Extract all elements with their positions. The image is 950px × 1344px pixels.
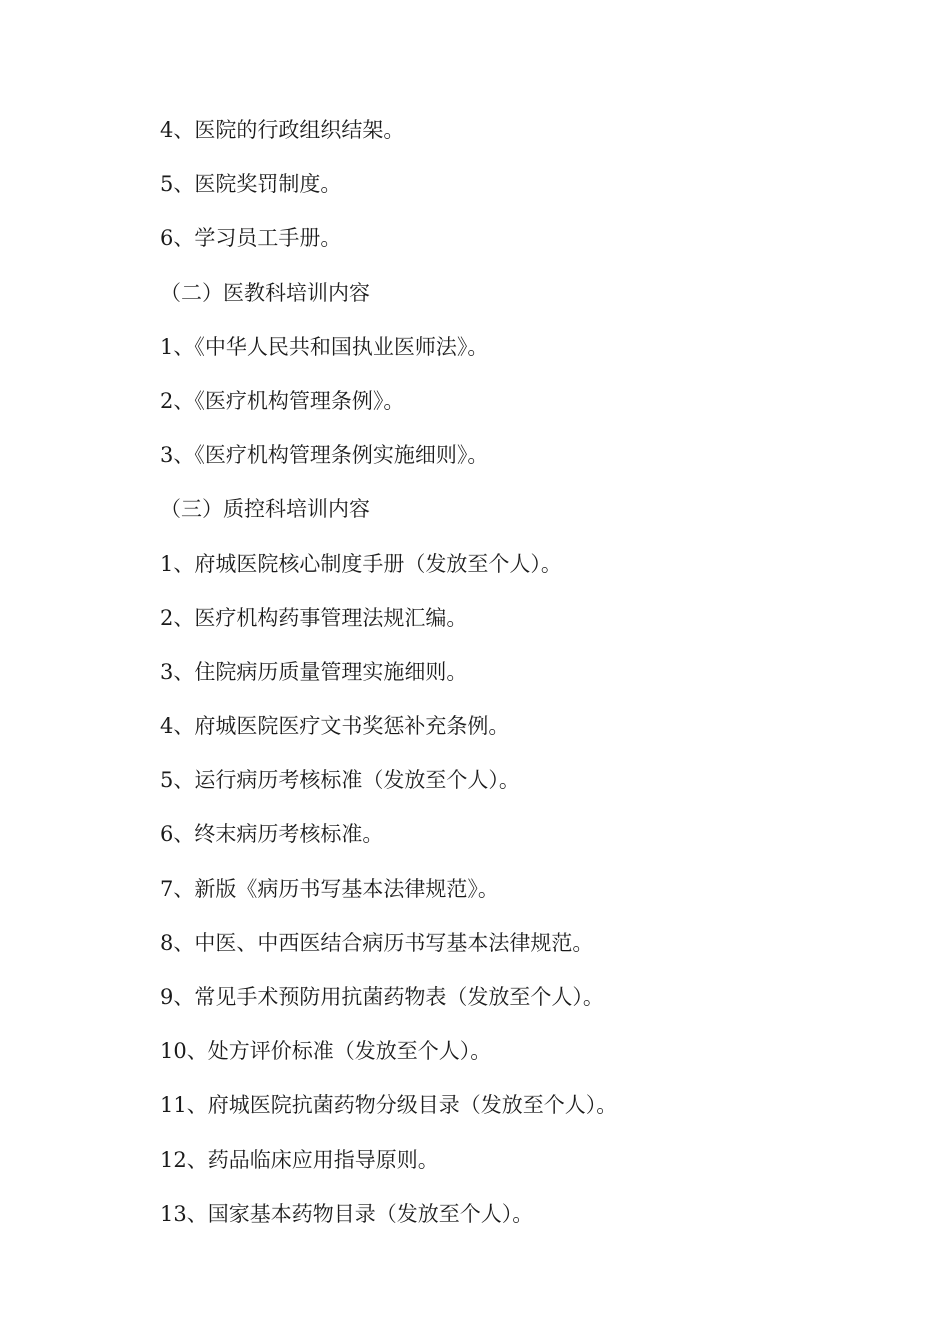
list-item: 2、《医疗机构管理条例》。	[160, 388, 405, 413]
list-item: 4、医院的行政组织结架。	[160, 118, 405, 142]
list-item: 5、运行病历考核标准（发放至个人）。	[160, 768, 520, 793]
list-item: 3、住院病历质量管理实施细则。	[160, 659, 468, 684]
list-item: 10、处方评价标准（发放至个人）。	[160, 1039, 492, 1064]
section-heading: （三）质控科培训内容	[160, 497, 370, 522]
list-item: 4、府城医院医疗文书奖惩补充条例。	[160, 714, 510, 739]
list-item: 5、医院奖罚制度。	[160, 172, 342, 197]
list-item: 11、府城医院抗菌药物分级目录（发放至个人）。	[160, 1093, 618, 1118]
section-heading: （二）医教科培训内容	[160, 280, 370, 305]
list-item: 7、新版《病历书写基本法律规范》。	[160, 876, 499, 901]
list-item: 1、府城医院核心制度手册（发放至个人）。	[160, 551, 562, 576]
list-item: 3、《医疗机构管理条例实施细则》。	[160, 443, 489, 468]
list-item: 8、中医、中西医结合病历书写基本法律规范。	[160, 930, 594, 955]
list-item: 13、国家基本药物目录（发放至个人）。	[160, 1201, 534, 1226]
document-body	[160, 113, 880, 1251]
list-item: 6、终末病历考核标准。	[160, 822, 384, 847]
list-item: 2、医疗机构药事管理法规汇编。	[160, 605, 468, 630]
list-item: 6、学习员工手册。	[160, 226, 342, 251]
list-item: 1、《中华人民共和国执业医师法》。	[160, 334, 489, 359]
list-item: 12、药品临床应用指导原则。	[160, 1147, 439, 1172]
list-item: 9、常见手术预防用抗菌药物表（发放至个人）。	[160, 985, 604, 1009]
